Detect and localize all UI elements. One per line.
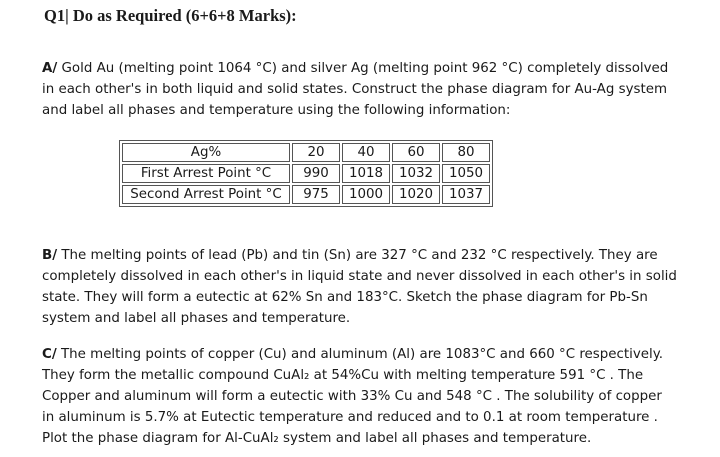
row-label: First Arrest Point °C bbox=[122, 164, 290, 183]
part-a-text-1: Gold Au (melting point 1064 °C) and silver Ag (melting point 962 °C) completely dissolved bbox=[61, 61, 669, 76]
table-cell: 990 bbox=[292, 164, 340, 183]
question-title: Q1| Do as Required (6+6+8 Marks): bbox=[44, 6, 297, 25]
arrest-point-table bbox=[119, 140, 493, 207]
part-b-line-4: system and label all phases and temperature. bbox=[42, 311, 351, 326]
row-label: Second Arrest Point °C bbox=[122, 185, 290, 204]
table-cell: 1000 bbox=[342, 185, 390, 204]
part-b-line-3: state. They will form a eutectic at 62% Sn and 183°C. Sketch the phase diagram for Pb-Sn bbox=[42, 290, 648, 305]
part-b-text-1: The melting points of lead (Pb) and tin (Sn) are 327 °C and 232 °C respectively. They are bbox=[61, 248, 658, 263]
part-b-line-2: completely dissolved in each other's in liquid state and never dissolved in each other's in solid bbox=[42, 269, 677, 284]
part-c-paragraph bbox=[42, 344, 682, 449]
part-a-line-2: in each other's in both liquid and solid states. Construct the phase diagram for Au-Ag system bbox=[42, 82, 668, 97]
table-header-label: Ag% bbox=[122, 143, 290, 162]
part-c-label: C/ bbox=[42, 347, 57, 362]
part-c-line-5: Plot the phase diagram for Al-CuAl₂ system and label all phases and temperature. bbox=[42, 431, 592, 446]
table-cell: 975 bbox=[292, 185, 340, 204]
part-c-line-1 bbox=[42, 344, 682, 365]
part-c-line-2: They form the metallic compound CuAl₂ at 54%Cu with melting temperature 591 °C . The bbox=[42, 368, 644, 383]
table-row bbox=[122, 185, 490, 204]
table-cell: 1032 bbox=[392, 164, 440, 183]
table-row bbox=[122, 164, 490, 183]
part-c-line-3: Copper and aluminum will form a eutectic with 33% Cu and 548 °C . The solubility of copper bbox=[42, 389, 662, 404]
part-c-line-4: in aluminum is 5.7% at Eutectic temperature and reduced and to 0.1 at room temperature . bbox=[42, 410, 658, 425]
part-b-paragraph bbox=[42, 245, 682, 329]
part-b-label: B/ bbox=[42, 248, 58, 263]
part-a-line-1 bbox=[42, 58, 682, 79]
part-a-paragraph bbox=[42, 58, 682, 121]
part-a-line-3: and label all phases and temperature using the following information: bbox=[42, 103, 511, 118]
table-cell: 1020 bbox=[392, 185, 440, 204]
table-header-cell: 80 bbox=[442, 143, 490, 162]
table-cell: 1050 bbox=[442, 164, 490, 183]
table-cell: 1037 bbox=[442, 185, 490, 204]
table-cell: 1018 bbox=[342, 164, 390, 183]
table-header-row bbox=[122, 143, 490, 162]
table-header-cell: 40 bbox=[342, 143, 390, 162]
part-c-text-1: The melting points of copper (Cu) and aluminum (Al) are 1083°C and 660 °C respectively. bbox=[60, 347, 663, 362]
part-b-line-1 bbox=[42, 245, 682, 266]
table-header-cell: 20 bbox=[292, 143, 340, 162]
part-a-label: A/ bbox=[42, 61, 58, 76]
table-header-cell: 60 bbox=[392, 143, 440, 162]
